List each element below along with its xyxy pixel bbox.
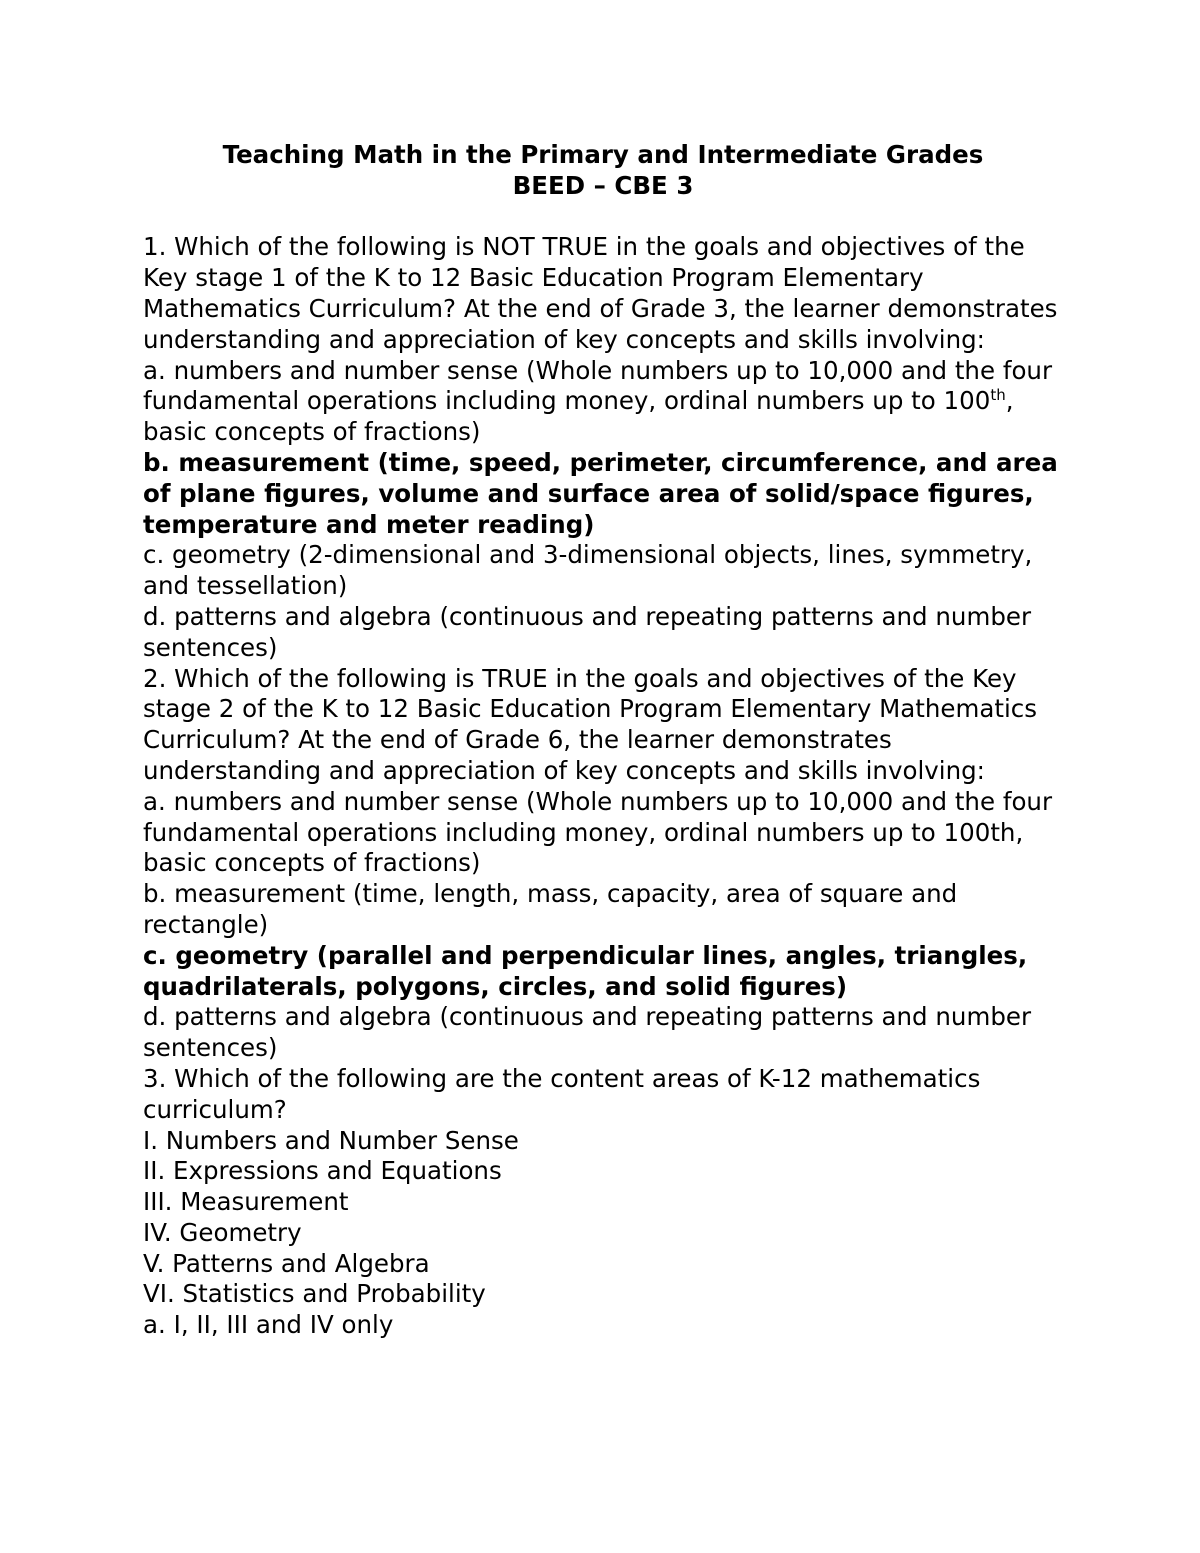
question-1 (143, 232, 1073, 663)
document-page (143, 140, 1073, 1341)
question-1-option-b-answer: b. measurement (time, speed, perimeter, circumference, and area of plane figures, volume and surface area of solid/space figures, temperature and meter reading) (143, 447, 1067, 539)
title-block (133, 140, 1073, 202)
question-3-item: VI. Statistics and Probability (143, 1279, 486, 1309)
question-2-option-b: b. measurement (time, length, mass, capacity, area of square and rectangle) (143, 879, 965, 939)
question-3 (143, 1064, 1073, 1341)
question-2-option-a: a. numbers and number sense (Whole numbers up to 10,000 and the four fundamental operations including money, ordinal numbers up to 100th, basic concepts of fractions) (143, 786, 1060, 878)
question-2 (143, 664, 1073, 1064)
ordinal-superscript: th (990, 386, 1006, 405)
question-1-stem: 1. Which of the following is NOT TRUE in the goals and objectives of the Key stage 1 of the K to 12 Basic Education Program Elementary Mathematics Curriculum? At the end of Grade 3, the learner demonstrates understanding and appreciation of key concepts and skills involving: (143, 232, 1066, 354)
question-1-option-d: d. patterns and algebra (continuous and repeating patterns and number sentences) (143, 601, 1039, 662)
option-a-text-start: a. numbers and number sense (Whole numbers up to 10,000 and the four fundamental operations including money, ordinal numbers up to 100 (143, 355, 1060, 416)
question-3-stem: 3. Which of the following are the content areas of K-12 mathematics curriculum? (143, 1063, 989, 1124)
question-2-stem: 2. Which of the following is TRUE in the goals and objectives of the Key stage 2 of the K to 12 Basic Education Program Elementary Mathematics Curriculum? At the end of Grade 6, the learner demonstrates understanding and appreciation of key concepts and skills involving: (143, 663, 1045, 785)
question-1-option-c: c. geometry (2-dimensional and 3-dimensional objects, lines, symmetry, and tessellation) (143, 540, 1041, 601)
question-3-option-a: a. I, II, III and IV only (143, 1310, 394, 1340)
question-2-option-c-answer: c. geometry (parallel and perpendicular lines, angles, triangles, quadrilaterals, polygons, circles, and solid figures) (143, 940, 1036, 1001)
question-3-item: I. Numbers and Number Sense (143, 1125, 519, 1155)
option-a-text-end: , basic concepts of fractions) (143, 386, 1022, 447)
document-title: Teaching Math in the Primary and Intermediate Grades (222, 140, 984, 169)
spacer (143, 202, 1073, 233)
question-1-option-a (143, 356, 1073, 448)
question-3-item: II. Expressions and Equations (143, 1156, 502, 1186)
question-3-item: III. Measurement (143, 1187, 349, 1217)
question-3-item: IV. Geometry (143, 1217, 302, 1247)
document-subtitle: BEED – CBE 3 (512, 170, 694, 200)
question-3-item: V. Patterns and Algebra (143, 1248, 430, 1278)
question-2-option-d: d. patterns and algebra (continuous and repeating patterns and number sentences) (143, 1002, 1039, 1063)
